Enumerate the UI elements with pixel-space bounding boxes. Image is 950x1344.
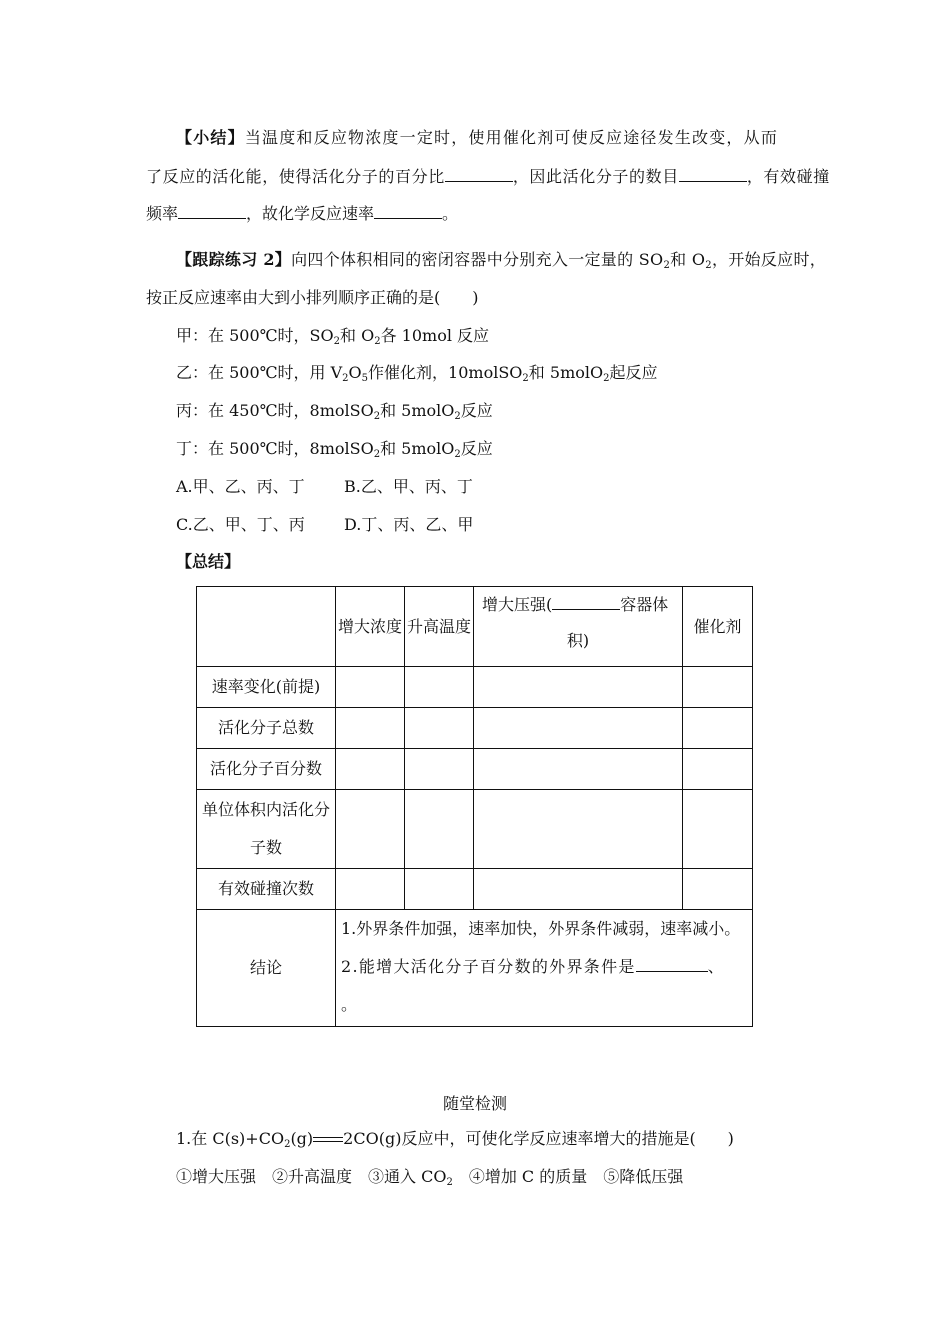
table-row	[197, 708, 753, 749]
answer-cell[interactable]	[683, 708, 753, 749]
practice-line-2: 按正反应速率由大到小排列顺序正确的是( )	[146, 288, 479, 307]
conclusion-label: 【总结】	[176, 552, 241, 571]
answer-blank[interactable]	[552, 593, 620, 610]
practice-label: 【跟踪练习 2】	[176, 250, 292, 269]
answer-cell[interactable]	[405, 869, 474, 910]
header-catalyst: 催化剂	[683, 587, 753, 667]
result-label: 结论	[197, 910, 336, 1027]
answer-cell[interactable]	[474, 708, 683, 749]
condition-bing: 丙：在 450℃时，8molSO$_2$和 5molO$_2$反应	[176, 401, 493, 422]
summary-line-3: 频率 ，故化学反应速率 。	[146, 204, 459, 223]
quiz-question-1: 1.在 $C(s)+CO_2(g)$ 2CO(g)反应中，可使化学反应速率增大的措施是( )	[176, 1129, 734, 1150]
row-label: 单位体积内活化分 子数	[197, 790, 336, 869]
answer-cell[interactable]	[405, 667, 474, 708]
table-row	[197, 869, 753, 910]
table-header-row	[197, 587, 753, 667]
condition-ding: 丁：在 500℃时，8molSO$_2$和 5molO$_2$反应	[176, 439, 493, 460]
header-pressure: 增大压强( 容器体 积)	[474, 587, 683, 667]
summary-line-2: 了反应的活化能，使得活化分子的百分比 ，因此活化分子的数目 ，有效碰撞	[146, 167, 830, 186]
row-label: 活化分子百分数	[197, 749, 336, 790]
answer-blank[interactable]	[178, 202, 246, 219]
row-label: 有效碰撞次数	[197, 869, 336, 910]
table-row	[197, 790, 753, 869]
summary-table	[196, 586, 753, 1027]
condition-jia: 甲：在 500℃时，$SO_2$和 $O_2$各 10mol 反应	[176, 326, 490, 347]
answer-cell[interactable]	[405, 708, 474, 749]
header-temperature: 升高温度	[405, 587, 474, 667]
result-cell: 1.外界条件加强，速率加快，外界条件减弱，速率减小。 2.能增大活化分子百分数的外界条件是 、 。	[336, 910, 753, 1027]
answer-blank[interactable]	[636, 955, 708, 972]
table-corner-cell	[197, 587, 336, 667]
answer-cell[interactable]	[683, 790, 753, 869]
answer-cell[interactable]	[474, 749, 683, 790]
answer-cell[interactable]	[336, 749, 405, 790]
answer-cell[interactable]	[683, 667, 753, 708]
answer-cell[interactable]	[405, 749, 474, 790]
option-c[interactable]: C.乙、甲、丁、丙	[176, 515, 305, 534]
condition-yi: 乙：在 500℃时，用 $V_2O_5$作催化剂，10molSO$_2$和 5molO$_2$起反应	[176, 363, 658, 384]
practice-line-1: 【跟踪练习 2】向四个体积相同的密闭容器中分别充入一定量的 $SO_2$和 $O_2$，开始反应时，	[176, 250, 827, 271]
answer-cell[interactable]	[474, 667, 683, 708]
answer-cell[interactable]	[683, 749, 753, 790]
option-a[interactable]: A.甲、乙、丙、丁	[176, 477, 305, 496]
answer-cell[interactable]	[336, 790, 405, 869]
answer-cell[interactable]	[683, 869, 753, 910]
answer-cell[interactable]	[405, 790, 474, 869]
table-row	[197, 910, 753, 1027]
option-b[interactable]: B.乙、甲、丙、丁	[344, 477, 473, 496]
answer-cell[interactable]	[336, 667, 405, 708]
answer-blank[interactable]	[679, 165, 747, 182]
header-concentration: 增大浓度	[336, 587, 405, 667]
row-label: 活化分子总数	[197, 708, 336, 749]
summary-line-1: 【小结】当温度和反应物浓度一定时，使用催化剂可使反应途径发生改变，从而	[176, 128, 779, 147]
answer-cell[interactable]	[336, 869, 405, 910]
row-label: 速率变化(前提)	[197, 667, 336, 708]
equilibrium-sign	[313, 1135, 343, 1145]
quiz-options-1: ①增大压强 ②升高温度 ③通入 $CO_2$ ④增加 C 的质量 ⑤降低压强	[176, 1167, 684, 1188]
summary-label: 【小结】	[176, 128, 245, 147]
quiz-title: 随堂检测	[443, 1094, 508, 1113]
answer-blank[interactable]	[374, 202, 442, 219]
answer-cell[interactable]	[336, 708, 405, 749]
answer-blank[interactable]	[445, 165, 513, 182]
answer-cell[interactable]	[474, 790, 683, 869]
answer-cell[interactable]	[474, 869, 683, 910]
table-row	[197, 667, 753, 708]
table-row	[197, 749, 753, 790]
option-d[interactable]: D.丁、丙、乙、甲	[344, 515, 474, 534]
